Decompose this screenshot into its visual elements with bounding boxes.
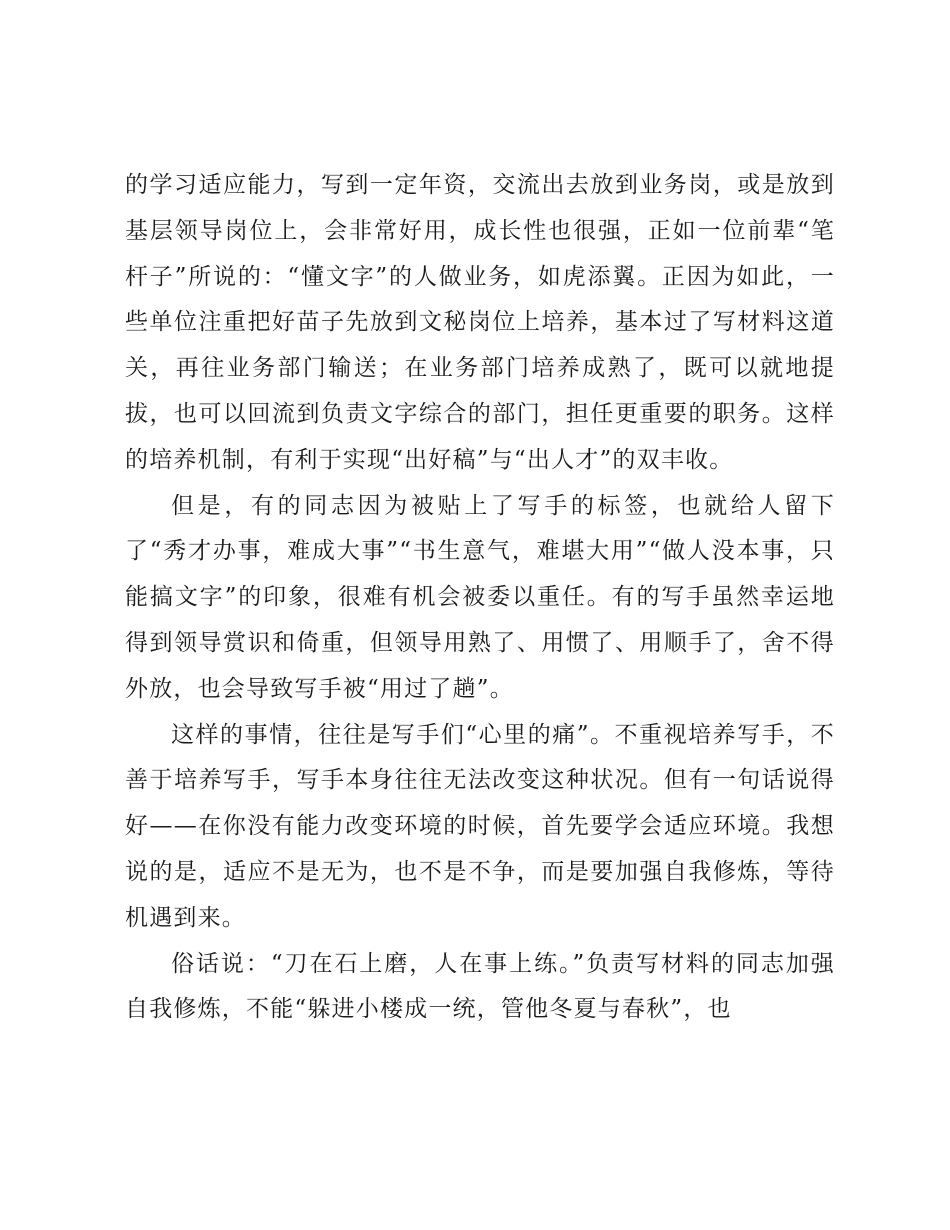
paragraph-continued: 的学习适应能力，写到一定年资，交流出去放到业务岗，或是放到基层领导岗位上，会非常好用，成长性也很强，正如一位前辈“笔杆子”所说的：“懂文字”的人做业务，如虎添翼。正因为如此，一些单位注重把好苗子先放到文秘岗位上培养，基本过了写材料这道关，再往业务部门输送；在业务部门培养成熟了，既可以就地提拔，也可以回流到负责文字综合的部门，担任更重要的职务。这样的培养机制，有利于实现“出好稿”与“出人才”的双丰收。 xyxy=(125,172,835,473)
paragraph-proverb: 俗话说：“刀在石上磨，人在事上练。”负责写材料的同志加强自我修炼，不能“躲进小楼成一统，管他冬夏与春秋”，也 xyxy=(125,950,835,1023)
body-text xyxy=(125,163,835,1033)
paragraph-label-issue: 但是，有的同志因为被贴上了写手的标签，也就给人留下了“秀才办事，难成大事”“书生意气，难堪大用”“做人没本事，只能搞文字”的印象，很难有机会被委以重任。有的写手虽然幸运地得到领导赏识和倚重，但领导用熟了、用惯了、用顺手了，舍不得外放，也会导致写手被“用过了趟”。 xyxy=(125,492,835,702)
paragraph-adapt: 这样的事情，往往是写手们“心里的痛”。不重视培养写手，不善于培养写手，写手本身往往无法改变这种状况。但有一句话说得好——在你没有能力改变环境的时候，首先要学会适应环境。我想说的是，适应不是无为，也不是不争，而是要加强自我修炼，等待机遇到来。 xyxy=(125,721,835,931)
